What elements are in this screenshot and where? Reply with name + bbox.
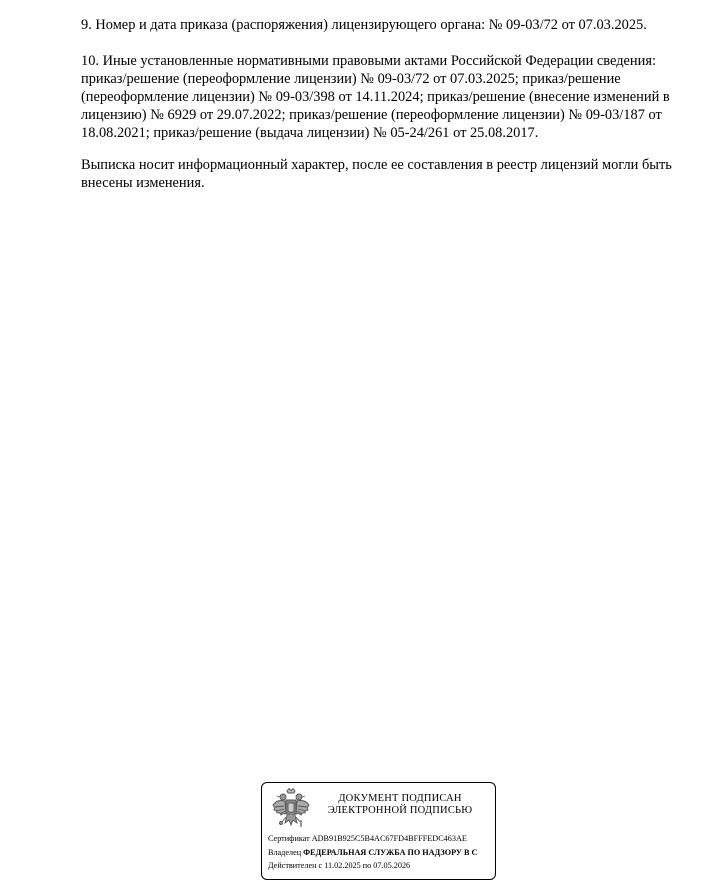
text-line: 9. Номер и дата приказа (распоряжения) лицензирующего органа: № 09-03/72 от 07.03.2025. <box>81 17 647 33</box>
stamp-title-line-2: ЭЛЕКТРОННОЙ ПОДПИСЬЮ <box>327 805 473 816</box>
text-line: 18.08.2021; приказ/решение (выдача лицензии) № 05-24/261 от 25.08.2017. <box>81 125 539 141</box>
item-9-paragraph <box>81 16 681 34</box>
certificate-row <box>268 834 467 844</box>
text-line: лицензию) № 6929 от 29.07.2022; приказ/решение (переоформление лицензии) № 09-03/187 от <box>81 107 662 123</box>
owner-value: ФЕДЕРАЛЬНАЯ СЛУЖБА ПО НАДЗОРУ В С <box>303 848 478 857</box>
double-headed-eagle-emblem-icon <box>271 787 311 833</box>
stamp-title-line-1: ДОКУМЕНТ ПОДПИСАН <box>338 793 462 804</box>
owner-label: Владелец <box>268 848 302 857</box>
text-line: внесены изменения. <box>81 175 205 191</box>
certificate-label: Сертификат <box>268 834 310 843</box>
text-line: 10. Иные установленные нормативными правовыми актами Российской Федерации сведения: <box>81 53 656 69</box>
owner-row <box>268 848 477 858</box>
certificate-value: ADB91B925C5B4AC67FD4BFFFEDC463AE <box>311 834 467 843</box>
item-10-paragraph <box>81 52 681 142</box>
electronic-signature-stamp <box>261 782 496 880</box>
text-line: приказ/решение (переоформление лицензии) № 09-03/72 от 07.03.2025; приказ/решение <box>81 71 621 87</box>
text-line: Выписка носит информационный характер, после ее составления в реестр лицензий могли быть <box>81 157 672 173</box>
validity-period: Действителен с 11.02.2025 по 07.05.2026 <box>268 861 411 870</box>
text-line: (переоформление лицензии) № 09-03/398 от 14.11.2024; приказ/решение (внесение изменений в <box>81 89 670 105</box>
disclaimer-paragraph <box>81 156 681 192</box>
